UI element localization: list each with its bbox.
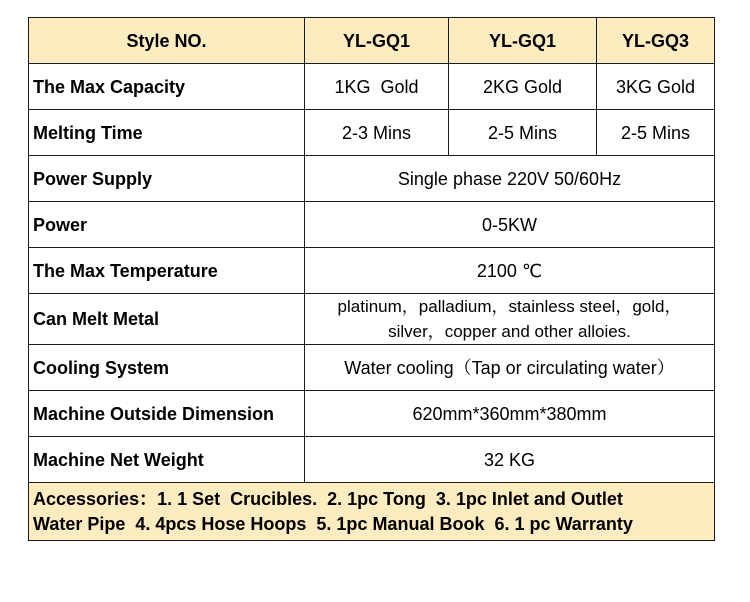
spec-table — [28, 17, 715, 541]
power-row — [29, 202, 715, 248]
capacity-value-2: 2KG Gold — [449, 64, 597, 110]
max-temperature-label: The Max Temperature — [29, 248, 305, 294]
model-header-3: YL-GQ3 — [597, 18, 715, 64]
style-no-header: Style NO. — [29, 18, 305, 64]
can-melt-metal-label: Can Melt Metal — [29, 294, 305, 345]
melting-time-row — [29, 110, 715, 156]
accessories-line-1: Accessories：1. 1 Set Crucibles. 2. 1pc Tong 3. 1pc Inlet and Outlet — [33, 488, 623, 509]
header-row — [29, 18, 715, 64]
melting-time-value-2: 2-5 Mins — [449, 110, 597, 156]
dimension-label: Machine Outside Dimension — [29, 391, 305, 437]
can-melt-metal-row — [29, 294, 715, 345]
max-temperature-row — [29, 248, 715, 294]
capacity-label: The Max Capacity — [29, 64, 305, 110]
net-weight-value: 32 KG — [305, 437, 715, 483]
net-weight-row — [29, 437, 715, 483]
power-value: 0-5KW — [305, 202, 715, 248]
dimension-value: 620mm*360mm*380mm — [305, 391, 715, 437]
cooling-system-row — [29, 345, 715, 391]
melting-time-label: Melting Time — [29, 110, 305, 156]
model-header-1: YL-GQ1 — [305, 18, 449, 64]
accessories-line-2: Water Pipe 4. 4pcs Hose Hoops 5. 1pc Manual Book 6. 1 pc Warranty — [33, 513, 633, 534]
accessories-row — [29, 483, 715, 541]
cooling-system-value: Water cooling（Tap or circulating water） — [305, 345, 715, 391]
capacity-value-1: 1KG Gold — [305, 64, 449, 110]
power-label: Power — [29, 202, 305, 248]
capacity-row — [29, 64, 715, 110]
model-header-2: YL-GQ1 — [449, 18, 597, 64]
melting-time-value-3: 2-5 Mins — [597, 110, 715, 156]
can-melt-metal-line-2: silver，copper and other alloies. — [388, 322, 631, 341]
power-supply-row — [29, 156, 715, 202]
dimension-row — [29, 391, 715, 437]
net-weight-label: Machine Net Weight — [29, 437, 305, 483]
cooling-system-label: Cooling System — [29, 345, 305, 391]
max-temperature-value: 2100 ℃ — [305, 248, 715, 294]
capacity-value-3: 3KG Gold — [597, 64, 715, 110]
can-melt-metal-value — [305, 294, 715, 345]
power-supply-value: Single phase 220V 50/60Hz — [305, 156, 715, 202]
can-melt-metal-line-1: platinum，palladium，stainless steel，gold， — [337, 297, 682, 316]
accessories-cell — [29, 483, 715, 541]
power-supply-label: Power Supply — [29, 156, 305, 202]
melting-time-value-1: 2-3 Mins — [305, 110, 449, 156]
